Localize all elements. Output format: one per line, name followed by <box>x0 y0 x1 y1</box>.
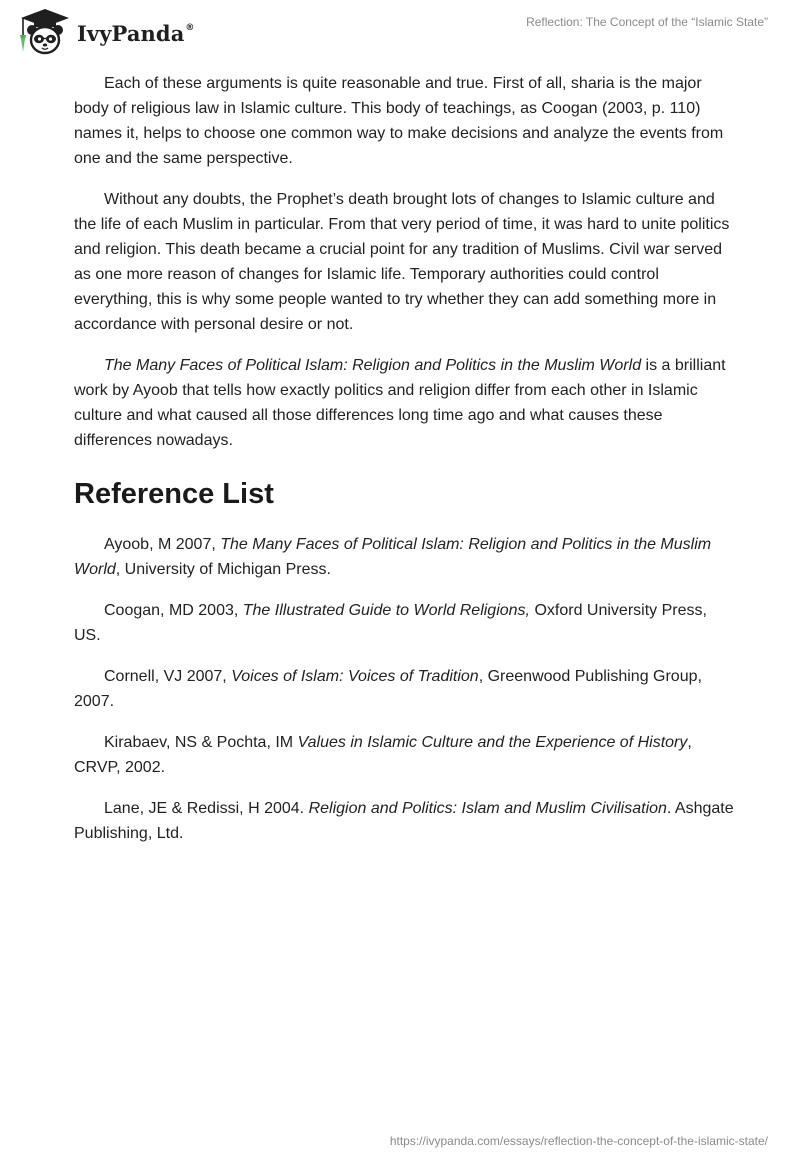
reference-list-heading: Reference List <box>74 478 274 510</box>
source-url-link[interactable]: https://ivypanda.com/essays/reflection-the-concept-of-the-islamic-state/ <box>389 1134 768 1148</box>
document-title: Reflection: The Concept of the “Islamic State” <box>526 15 768 29</box>
body-paragraph-1: Each of these arguments is quite reasonable and true. First of all, sharia is the major body of religious law in Islamic culture. This body of teachings, as Coogan (2003, p. 110) names it, helps to choose one common way to make decisions and analyze the events from one and the same perspective. <box>74 75 724 167</box>
reference-title: Voices of Islam: Voices of Tradition <box>231 668 479 685</box>
reference-item: Cornell, VJ 2007, Voices of Islam: Voices of Tradition, Greenwood Publishing Group, 2007. <box>74 668 702 710</box>
reference-item: Ayoob, M 2007, The Many Faces of Political Islam: Religion and Politics in the Muslim World, University of Michigan Press. <box>74 536 712 578</box>
reference-title: Religion and Politics: Islam and Muslim Civilisation <box>308 800 667 817</box>
body-paragraph-2: Without any doubts, the Prophet’s death brought lots of changes to Islamic culture and the life of each Muslim in particular. From that very period of time, it was hard to unite politics and religion. This death became a crucial point for any tradition of Muslims. Civil war served as one more reason of changes for Islamic life. Temporary authorities could control everything, this is why some people wanted to try whether they can add something more in accordance with personal desire or not. <box>74 191 730 333</box>
ivypanda-logo[interactable] <box>14 8 195 56</box>
reference-title: The Many Faces of Political Islam: Religion and Politics in the Muslim World <box>74 536 712 578</box>
brand-name: IvyPanda® <box>77 20 195 46</box>
reference-title: The Illustrated Guide to World Religions, <box>242 602 530 619</box>
essay-content <box>74 71 734 862</box>
reference-item: Kirabaev, NS & Pochta, IM Values in Islamic Culture and the Experience of History, CRVP, 2002. <box>74 734 692 776</box>
reference-list <box>74 532 734 846</box>
paragraph-3-text: is a brilliant work by Ayoob that tells how exactly politics and religion differ from each other in Islamic culture and what caused all those differences long time ago and what causes these differences nowadays. <box>74 357 726 449</box>
book-title-italic: The Many Faces of Political Islam: Religion and Politics in the Muslim World <box>104 357 642 374</box>
page-header <box>0 0 800 60</box>
reference-item: Lane, JE & Redissi, H 2004. Religion and Politics: Islam and Muslim Civilisation. Ashgate Publishing, Ltd. <box>74 800 734 842</box>
panda-graduate-icon <box>14 8 76 56</box>
body-paragraph-3 <box>74 353 734 453</box>
reference-title: Values in Islamic Culture and the Experience of History <box>297 734 688 751</box>
registered-mark: ® <box>185 22 195 33</box>
reference-item: Coogan, MD 2003, The Illustrated Guide to World Religions, Oxford University Press, US. <box>74 602 707 644</box>
